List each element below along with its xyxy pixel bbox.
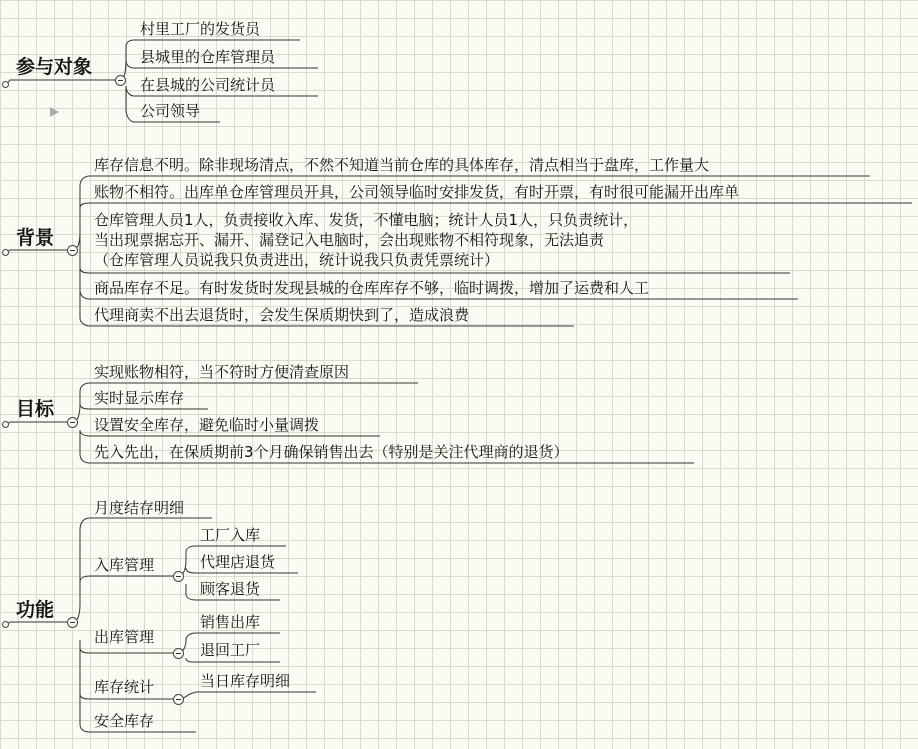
- participant-item[interactable]: 县城里的仓库管理员: [140, 48, 276, 66]
- collapse-inbound-icon[interactable]: [173, 571, 184, 582]
- function-monthly[interactable]: 月度结存明细: [94, 499, 185, 517]
- collapse-background-icon[interactable]: [67, 245, 78, 256]
- background-item[interactable]: 商品库存不足。有时发货时发现县城的仓库库存不够，临时调拨，增加了运费和人工: [94, 279, 650, 297]
- stats-item[interactable]: 当日库存明细: [200, 672, 291, 690]
- topic-participants[interactable]: 参与对象: [16, 56, 93, 78]
- collapse-stats-icon[interactable]: [173, 694, 184, 705]
- inbound-item[interactable]: 代理店退货: [200, 553, 276, 571]
- anchor-dot-functions: [2, 621, 9, 628]
- collapse-functions-icon[interactable]: [67, 617, 78, 628]
- topic-functions[interactable]: 功能: [16, 599, 55, 621]
- background-item[interactable]: 当出现票据忘开、漏开、漏登记入电脑时，会出现账物不相符现象，无法追责: [94, 231, 605, 249]
- anchor-dot-participants: [2, 81, 9, 88]
- function-outbound[interactable]: 出库管理: [94, 628, 155, 646]
- participant-item[interactable]: 在县城的公司统计员: [140, 76, 276, 94]
- inbound-item[interactable]: 顾客退货: [200, 580, 261, 598]
- topic-goals[interactable]: 目标: [16, 398, 55, 420]
- participant-item[interactable]: 村里工厂的发货员: [140, 20, 261, 38]
- goal-item[interactable]: 先入先出，在保质期前3个月确保销售出去（特别是关注代理商的退货）: [94, 443, 569, 461]
- function-safety[interactable]: 安全库存: [94, 712, 155, 730]
- topic-background[interactable]: 背景: [16, 227, 55, 249]
- collapse-goals-icon[interactable]: [67, 417, 78, 428]
- background-item[interactable]: （仓库管理人员说我只负责进出，统计说我只负责凭票统计）: [94, 251, 500, 269]
- background-item[interactable]: 账物不相符。出库单仓库管理员开具，公司领导临时安排发货，有时开票，有时很可能漏开出库单: [94, 183, 740, 201]
- anchor-dot-background: [2, 249, 9, 256]
- background-item[interactable]: 仓库管理人员1人，负责接收入库、发货，不懂电脑；统计人员1人，只负责统计，: [94, 211, 639, 229]
- function-stats[interactable]: 库存统计: [94, 678, 155, 696]
- goal-item[interactable]: 设置安全库存，避免临时小量调拨: [94, 416, 320, 434]
- collapse-outbound-icon[interactable]: [173, 648, 184, 659]
- participant-item[interactable]: 公司领导: [140, 102, 201, 120]
- outbound-item[interactable]: 销售出库: [200, 613, 261, 631]
- background-item[interactable]: 库存信息不明。除非现场清点，不然不知道当前仓库的具体库存，清点相当于盘库，工作量大: [94, 156, 710, 174]
- goal-item[interactable]: 实时显示库存: [94, 389, 185, 407]
- background-item[interactable]: 代理商卖不出去退货时，会发生保质期快到了，造成浪费: [94, 306, 470, 324]
- play-icon[interactable]: [50, 107, 59, 117]
- anchor-dot-goals: [2, 421, 9, 428]
- inbound-item[interactable]: 工厂入库: [200, 526, 261, 544]
- goal-item[interactable]: 实现账物相符，当不符时方便清查原因: [94, 363, 350, 381]
- collapse-participants-icon[interactable]: [115, 75, 126, 86]
- function-inbound[interactable]: 入库管理: [94, 556, 155, 574]
- outbound-item[interactable]: 退回工厂: [200, 641, 261, 659]
